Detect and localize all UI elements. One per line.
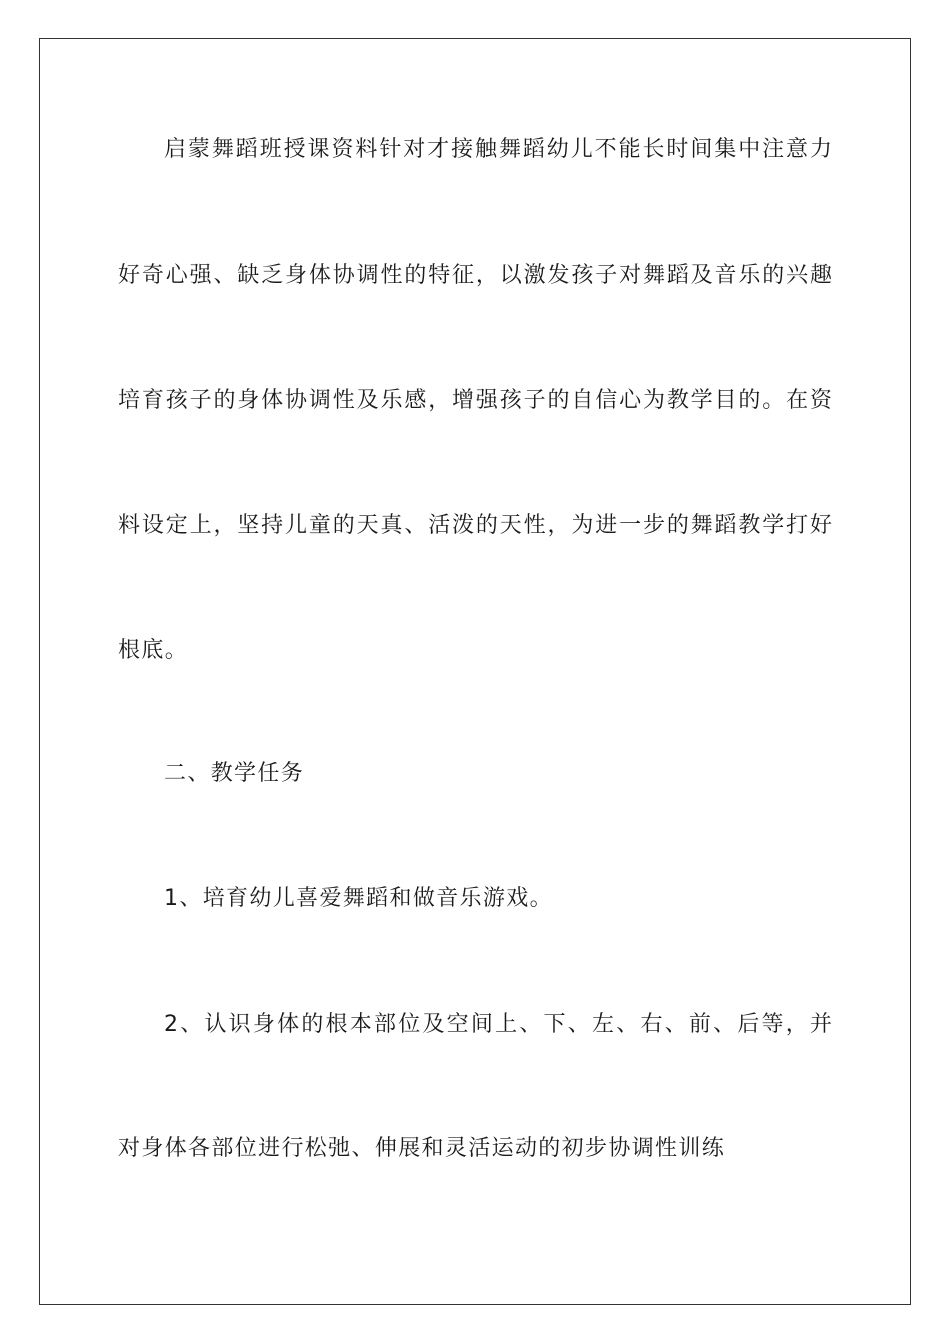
section-heading: 二、教学任务	[164, 761, 305, 786]
paragraph-line: 培育孩子的身体协调性及乐感，增强孩子的自信心为教学目的。在资	[118, 388, 832, 413]
list-item-line: 对身体各部位进行松弛、伸展和灵活运动的初步协调性训练	[118, 1136, 726, 1161]
page-border	[39, 38, 911, 1305]
list-item: 1、培育幼儿喜爱舞蹈和做音乐游戏。	[164, 886, 553, 911]
paragraph-line: 料设定上，坚持儿童的天真、活泼的天性，为进一步的舞蹈教学打好	[118, 513, 832, 538]
paragraph-line: 好奇心强、缺乏身体协调性的特征，以激发孩子对舞蹈及音乐的兴趣	[118, 263, 832, 288]
list-item-line: 2、认识身体的根本部位及空间上、下、左、右、前、后等，并	[164, 1012, 832, 1037]
paragraph-line: 启蒙舞蹈班授课资料针对才接触舞蹈幼儿不能长时间集中注意力	[164, 137, 832, 162]
paragraph-line: 根底。	[118, 638, 189, 663]
